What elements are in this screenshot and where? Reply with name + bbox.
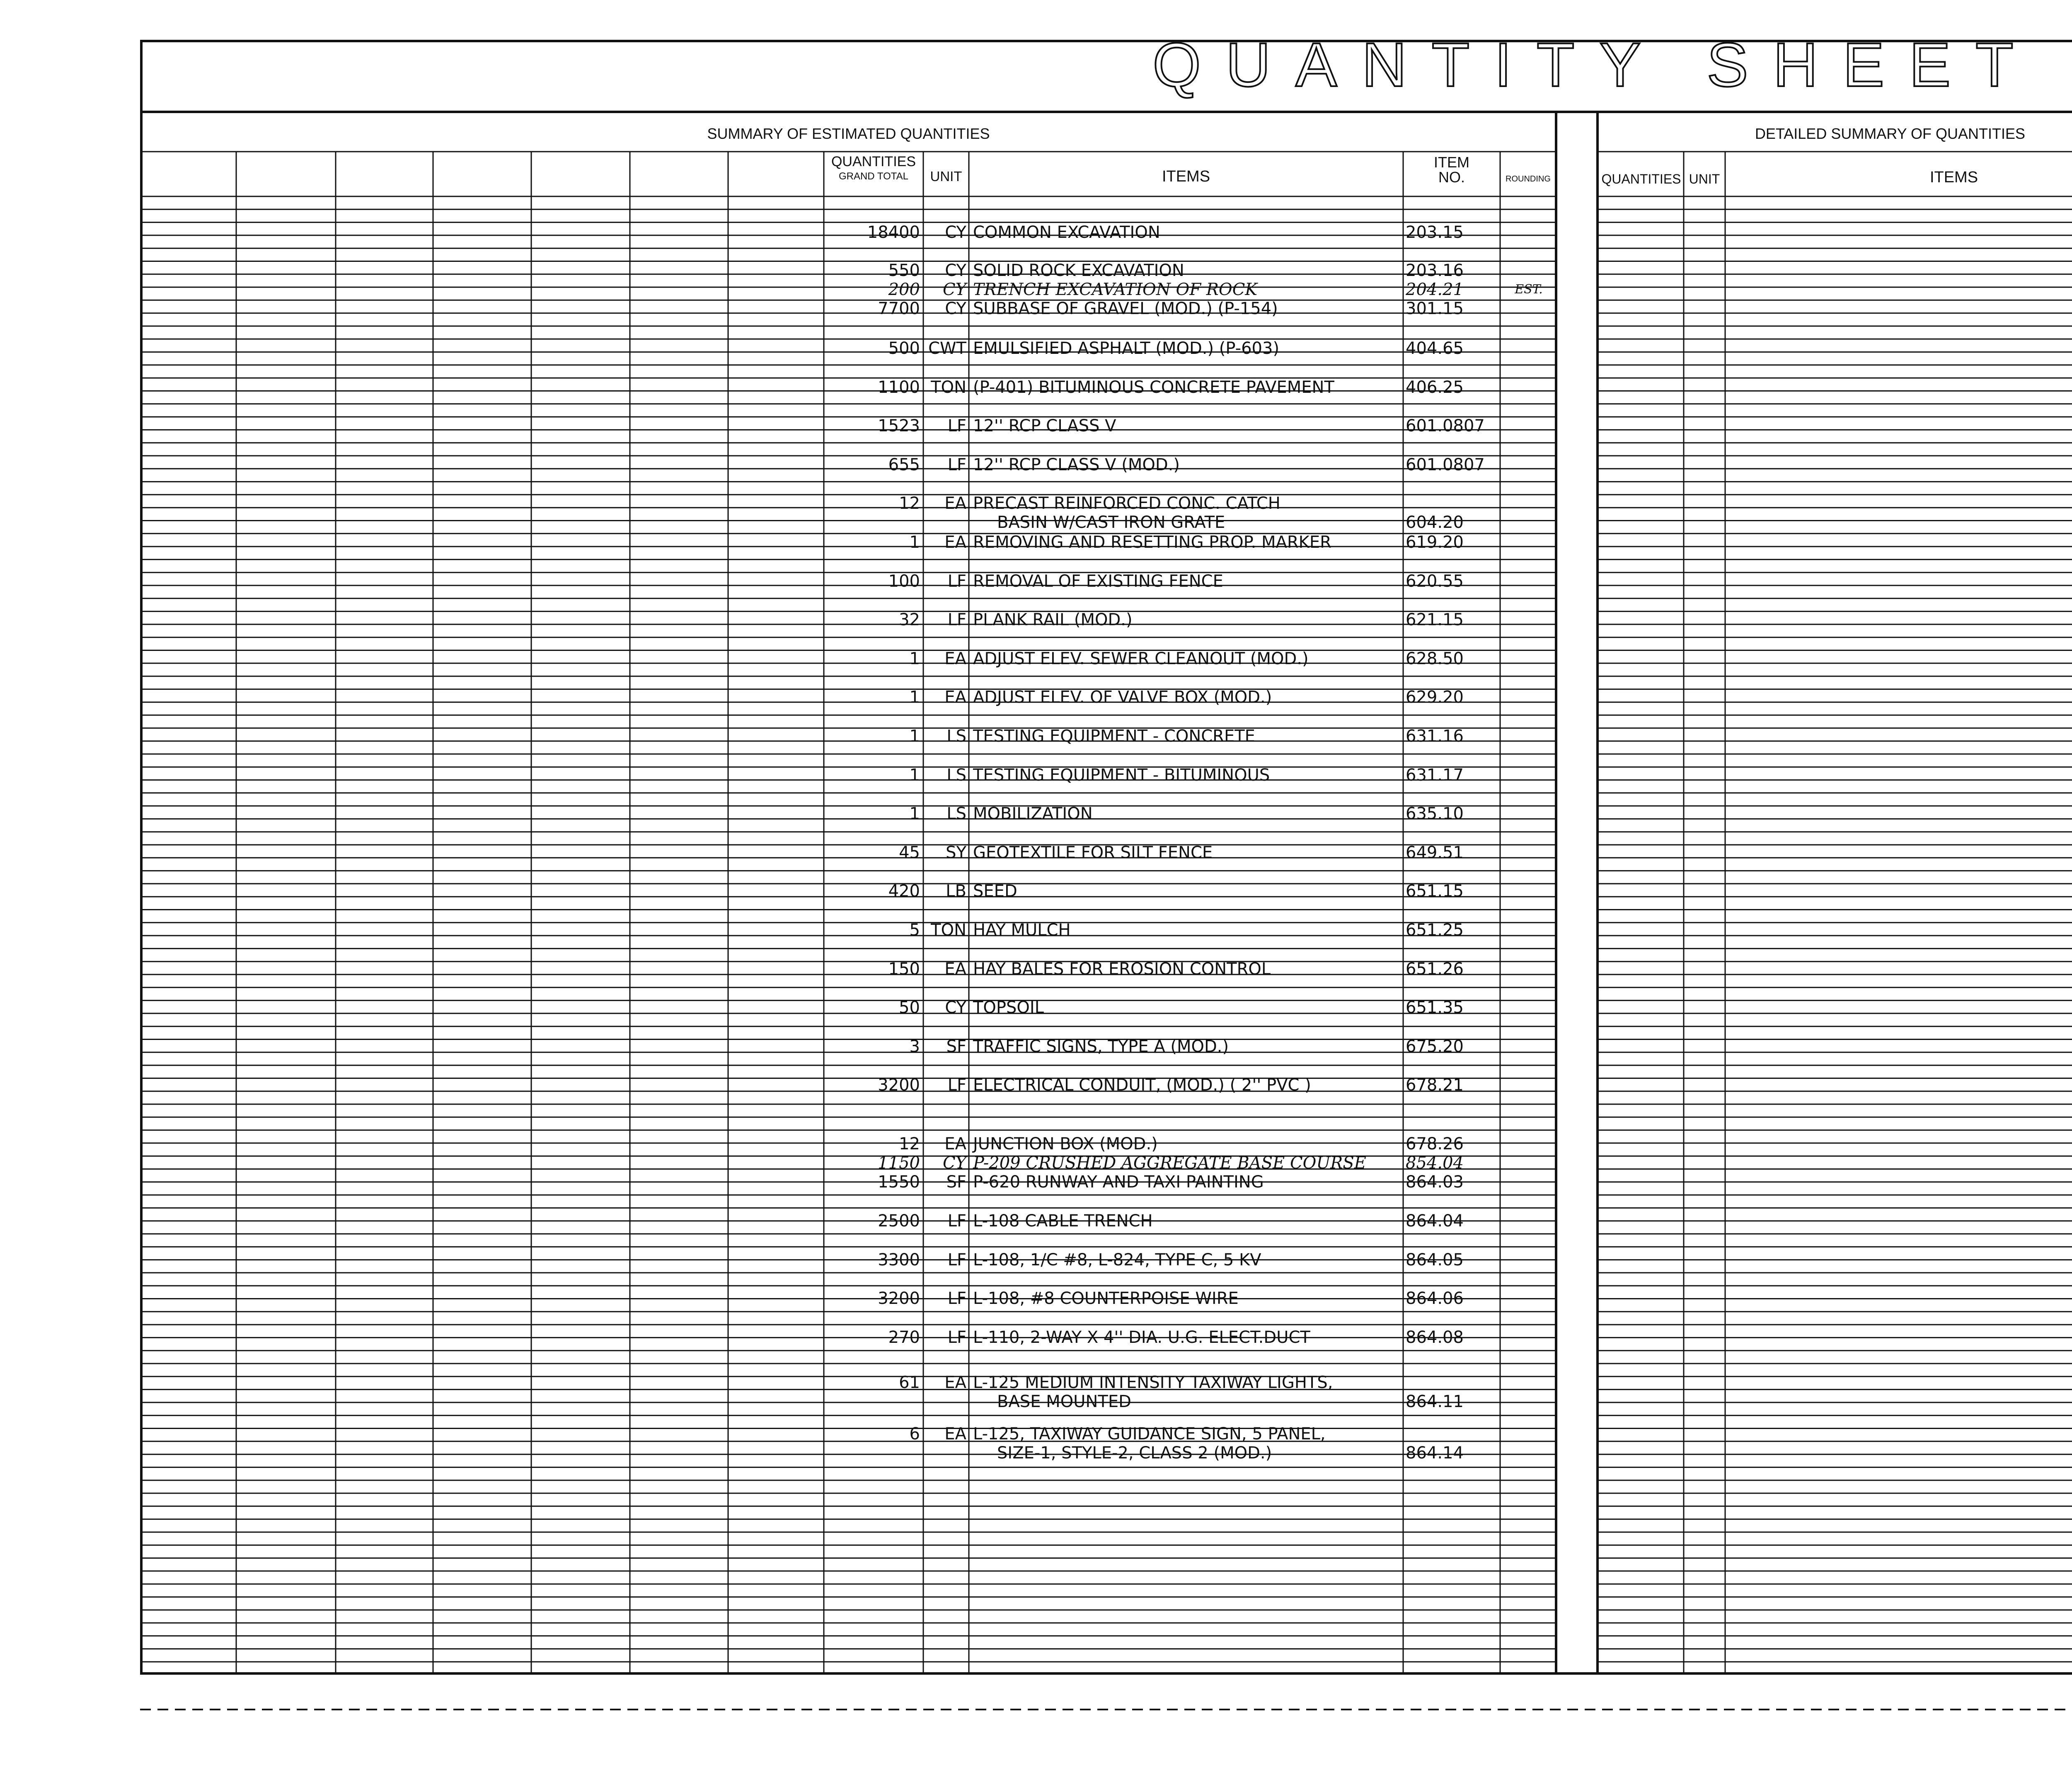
row-item: L-125 MEDIUM INTENSITY TAXIWAY LIGHTS, [973, 1373, 1333, 1392]
row-item-number: 864.11 [1406, 1392, 1464, 1411]
row-unit: CY [945, 299, 966, 318]
row-unit: EA [944, 960, 966, 979]
row-quantity: 18400 [867, 223, 920, 242]
row-item-continuation: BASIN W/CAST IRON GRATE [997, 513, 1225, 532]
row-quantity: 100 [888, 572, 920, 591]
row-quantity: 1150 [878, 1153, 920, 1173]
row-unit: EA [944, 1373, 966, 1392]
row-item: TRENCH EXCAVATION OF ROCK [973, 280, 1258, 299]
row-item: TESTING EQUIPMENT - CONCRETE [973, 727, 1255, 746]
row-unit: CWT [928, 339, 966, 358]
row-unit: LF [947, 572, 966, 591]
detail-1-col-items: ITEMS [1929, 169, 1978, 186]
row-quantity: 3200 [878, 1289, 920, 1308]
row-item-continuation: SIZE-1, STYLE-2, CLASS 2 (MOD.) [997, 1444, 1272, 1463]
row-item: COMMON EXCAVATION [973, 223, 1160, 242]
row-item: PLANK RAIL (MOD.) [973, 610, 1133, 629]
row-quantity: 200 [888, 280, 920, 299]
row-unit: LF [947, 1289, 966, 1308]
row-quantity: 550 [888, 261, 920, 280]
row-item-number: 649.51 [1406, 843, 1464, 862]
row-item-number: 864.05 [1406, 1250, 1464, 1269]
row-quantity: 1 [909, 533, 920, 552]
row-quantity: 32 [899, 610, 920, 629]
row-quantity: 50 [899, 998, 920, 1017]
row-item: L-110, 2-WAY X 4'' DIA. U.G. ELECT.DUCT [973, 1328, 1310, 1347]
row-quantity: 2500 [878, 1211, 920, 1231]
row-quantity: 61 [899, 1373, 920, 1392]
row-item: 12'' RCP CLASS V [973, 416, 1116, 435]
detail-1-col-unit: UNIT [1689, 172, 1720, 186]
row-quantity: 12 [899, 494, 920, 513]
row-unit: LF [947, 610, 966, 629]
row-quantity: 45 [899, 843, 920, 862]
row-item: L-108 CABLE TRENCH [973, 1211, 1153, 1231]
row-item-number: 301.15 [1406, 299, 1464, 318]
row-unit: LF [947, 455, 966, 474]
row-quantity: 1 [909, 688, 920, 707]
row-item: EMULSIFIED ASPHALT (MOD.) (P-603) [973, 339, 1280, 358]
row-unit: SF [946, 1173, 966, 1192]
page-title: QUANTITY SHEET [1152, 30, 2038, 99]
row-item-number: 675.20 [1406, 1037, 1464, 1056]
row-quantity: 270 [888, 1328, 920, 1347]
row-item-number: 651.35 [1406, 998, 1464, 1017]
row-item: TRAFFIC SIGNS, TYPE A (MOD.) [973, 1037, 1229, 1056]
row-unit: CY [945, 223, 966, 242]
row-unit: EA [944, 649, 966, 668]
row-item: MOBILIZATION [973, 804, 1093, 823]
row-quantity: 6 [909, 1424, 920, 1444]
row-unit: SF [946, 1037, 966, 1056]
row-unit: TON [931, 378, 966, 397]
row-item: JUNCTION BOX (MOD.) [973, 1134, 1158, 1153]
row-quantity: 420 [888, 882, 920, 901]
row-item: SUBBASE OF GRAVEL (MOD.) (P-154) [973, 299, 1278, 318]
row-unit: LF [947, 1076, 966, 1095]
col-rounding-header: ROUNDING [1506, 174, 1551, 184]
row-item: (P-401) BITUMINOUS CONCRETE PAVEMENT [973, 378, 1334, 397]
row-item-number: 864.14 [1406, 1444, 1464, 1463]
row-unit: TON [931, 921, 966, 940]
row-item: SOLID ROCK EXCAVATION [973, 261, 1184, 280]
row-item-number: 203.15 [1406, 223, 1464, 242]
row-unit: CY [945, 998, 966, 1017]
col-items-header: ITEMS [1162, 168, 1210, 185]
row-item: SEED [973, 882, 1017, 901]
row-item: ADJUST ELEV. SEWER CLEANOUT (MOD.) [973, 649, 1309, 668]
row-unit: LF [947, 1211, 966, 1231]
row-item: HAY BALES FOR EROSION CONTROL [973, 960, 1271, 979]
row-quantity: 3300 [878, 1250, 920, 1269]
row-item-number: 651.26 [1406, 960, 1464, 979]
row-item-number: 620.55 [1406, 572, 1464, 591]
row-unit: SY [946, 843, 966, 862]
detail-1-heading: DETAILED SUMMARY OF QUANTITIES [1755, 125, 2026, 142]
row-item: L-125, TAXIWAY GUIDANCE SIGN, 5 PANEL, [973, 1424, 1326, 1444]
row-item-number: 864.06 [1406, 1289, 1464, 1308]
row-item-number: 864.03 [1406, 1173, 1464, 1192]
row-quantity: 655 [888, 455, 920, 474]
row-item-number: 629.20 [1406, 688, 1464, 707]
row-item-number: 204.21 [1406, 280, 1464, 299]
row-item-number: 651.25 [1406, 921, 1464, 940]
row-quantity: 1523 [878, 416, 920, 435]
row-unit: LF [947, 1328, 966, 1347]
row-unit: EA [944, 1134, 966, 1153]
row-unit: EA [944, 688, 966, 707]
row-item: REMOVING AND RESETTING PROP. MARKER [973, 533, 1331, 552]
col-item-no-header: ITEM NO. [1434, 154, 1469, 186]
row-unit: EA [944, 533, 966, 552]
row-item: P-209 CRUSHED AGGREGATE BASE COURSE [973, 1153, 1366, 1173]
row-item: L-108, 1/C #8, L-824, TYPE C, 5 KV [973, 1250, 1261, 1269]
row-unit: CY [942, 1153, 966, 1173]
row-unit: LF [947, 1250, 966, 1269]
row-quantity: 1 [909, 766, 920, 785]
row-quantity: 12 [899, 1134, 920, 1153]
row-quantity: 1 [909, 649, 920, 668]
row-item-number: 678.26 [1406, 1134, 1464, 1153]
row-item-number: 864.08 [1406, 1328, 1464, 1347]
row-item: PRECAST REINFORCED CONC. CATCH [973, 494, 1280, 513]
row-item-number: 678.21 [1406, 1076, 1464, 1095]
row-quantity: 1550 [878, 1173, 920, 1192]
row-item-number: 631.17 [1406, 766, 1464, 785]
row-item: TESTING EQUIPMENT - BITUMINOUS [973, 766, 1270, 785]
row-item-number: 601.0807 [1406, 455, 1485, 474]
row-quantity: 1100 [878, 378, 920, 397]
row-item-number: 651.15 [1406, 882, 1464, 901]
row-item: GEOTEXTILE FOR SILT FENCE [973, 843, 1213, 862]
row-item-number: 628.50 [1406, 649, 1464, 668]
detail-1-col-quantities: QUANTITIES [1601, 172, 1681, 186]
row-item-number: 864.04 [1406, 1211, 1464, 1231]
row-item-number: 203.16 [1406, 261, 1464, 280]
row-item-number: 621.15 [1406, 610, 1464, 629]
row-item: ELECTRICAL CONDUIT, (MOD.) ( 2'' PVC ) [973, 1076, 1311, 1095]
row-unit: LS [946, 804, 966, 823]
row-quantity: 5 [909, 921, 920, 940]
row-item-number: 619.20 [1406, 533, 1464, 552]
row-quantity: 3200 [878, 1076, 920, 1095]
row-unit: EA [944, 1424, 966, 1444]
row-quantity: 500 [888, 339, 920, 358]
row-item: ADJUST ELEV. OF VALVE BOX (MOD.) [973, 688, 1272, 707]
row-unit: LB [946, 882, 966, 901]
row-quantity: 7700 [878, 299, 920, 318]
row-item: L-108, #8 COUNTERPOISE WIRE [973, 1289, 1239, 1308]
row-item: 12'' RCP CLASS V (MOD.) [973, 455, 1180, 474]
row-item: TOPSOIL [973, 998, 1044, 1017]
col-unit-header: UNIT [930, 169, 962, 184]
row-quantity: 150 [888, 960, 920, 979]
row-unit: LS [946, 766, 966, 785]
row-unit: EA [944, 494, 966, 513]
row-item-number: 854.04 [1406, 1153, 1464, 1173]
summary-heading: SUMMARY OF ESTIMATED QUANTITIES [707, 125, 990, 142]
row-item: HAY MULCH [973, 921, 1071, 940]
col-quantities-header: QUANTITIES GRAND TOTAL [831, 154, 916, 182]
row-unit: CY [942, 280, 966, 299]
row-unit: LF [947, 416, 966, 435]
row-item: REMOVAL OF EXISTING FENCE [973, 572, 1223, 591]
row-item-number: 601.0807 [1406, 416, 1485, 435]
row-unit: LS [946, 727, 966, 746]
row-item: P-620 RUNWAY AND TAXI PAINTING [973, 1173, 1264, 1192]
row-item-number: 635.10 [1406, 804, 1464, 823]
row-rounding: EST. [1515, 282, 1543, 297]
row-item-number: 604.20 [1406, 513, 1464, 532]
row-quantity: 1 [909, 727, 920, 746]
row-item-number: 631.16 [1406, 727, 1464, 746]
row-item-continuation: BASE MOUNTED [997, 1392, 1131, 1411]
row-item-number: 404.65 [1406, 339, 1464, 358]
row-quantity: 3 [909, 1037, 920, 1056]
row-item-number: 406.25 [1406, 378, 1464, 397]
row-unit: CY [945, 261, 966, 280]
row-quantity: 1 [909, 804, 920, 823]
